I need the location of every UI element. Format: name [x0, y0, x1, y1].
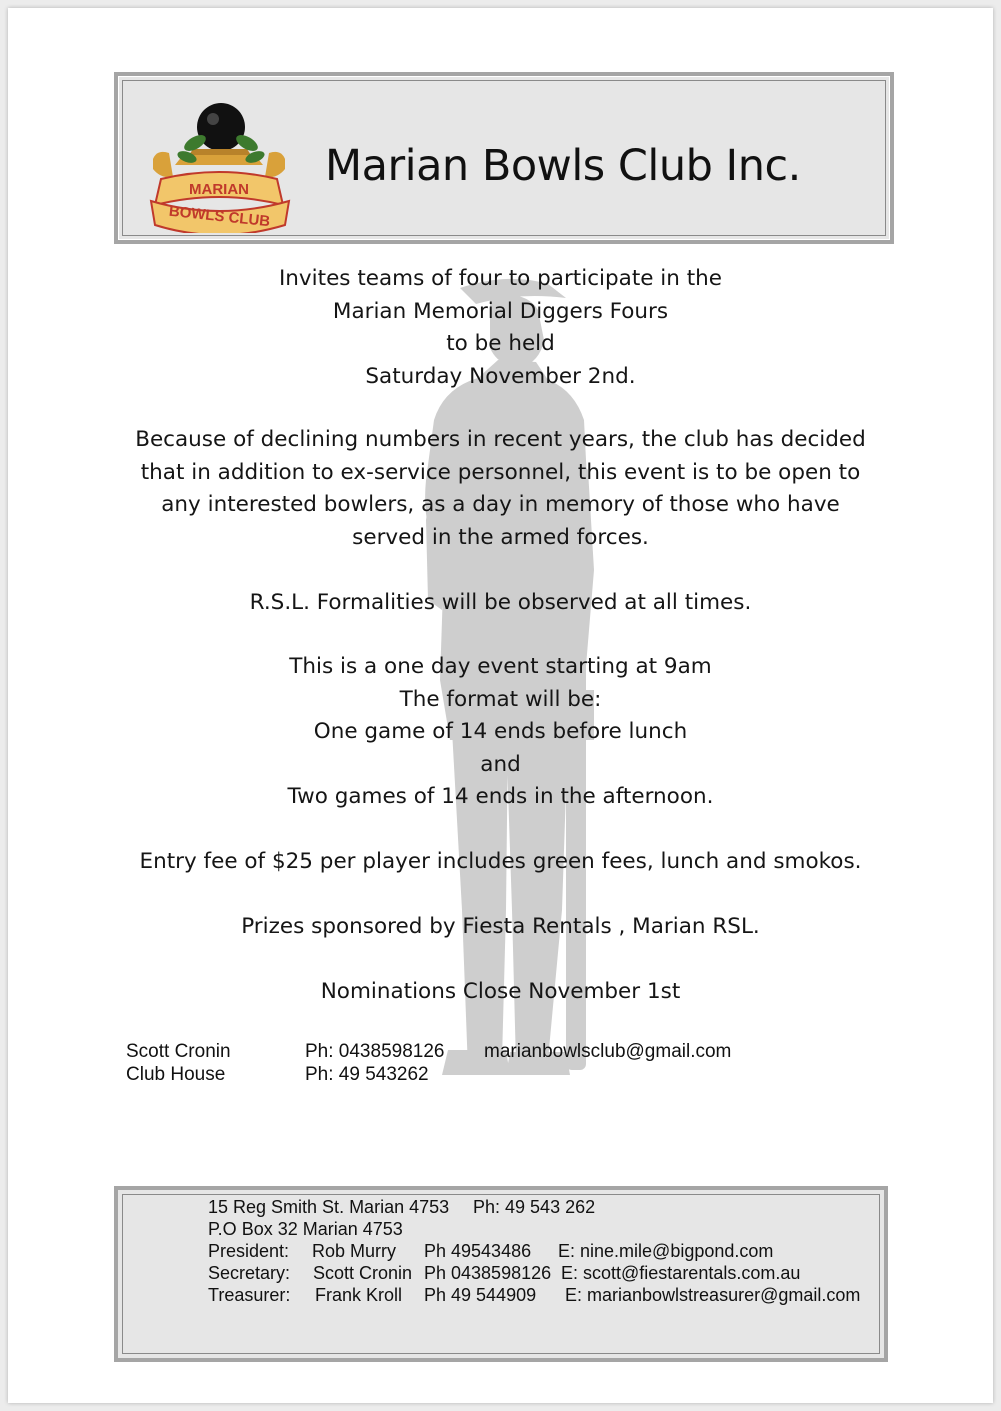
format-line: This is a one day event starting at 9am — [289, 654, 712, 679]
format-block — [8, 651, 993, 814]
invitation-line: Saturday November 2nd. — [365, 363, 636, 389]
officer-phone: Ph 0438598126 — [424, 1263, 552, 1283]
contact-name: Club House — [126, 1064, 226, 1085]
invitation-line: Marian Memorial Diggers Fours — [332, 298, 669, 324]
reason-line: that in addition to ex-service personnel, this event is to be open to — [140, 459, 861, 485]
officer-name: Frank Kroll — [315, 1285, 403, 1305]
footer-address: 15 Reg Smith St. Marian 4753 — [208, 1197, 450, 1217]
reason-line: served in the armed forces. — [352, 524, 649, 550]
entry-fee-block — [8, 846, 993, 879]
invitation-line: Invites teams of four to participate in the — [278, 266, 723, 291]
officer-role: Treasurer: — [208, 1285, 291, 1305]
officer-email[interactable]: E: nine.mile@bigpond.com — [558, 1241, 774, 1261]
prizes-text: Prizes sponsored by Fiesta Rentals , Marian RSL. — [241, 914, 760, 939]
club-logo-image — [143, 97, 295, 233]
flyer-page — [8, 8, 993, 1403]
format-line: The format will be: — [399, 686, 602, 712]
contact-phone: Ph: 0438598126 — [305, 1041, 445, 1062]
prizes-block — [8, 911, 993, 944]
invitation-block — [8, 263, 993, 393]
nominations-text: Nominations Close November 1st — [320, 979, 681, 1004]
officer-role: President: — [208, 1241, 290, 1261]
logo-text-top: MARIAN — [189, 181, 249, 198]
officer-role: Secretary: — [208, 1263, 291, 1283]
header-inner-border — [122, 80, 886, 236]
format-line: Two games of 14 ends in the afternoon. — [287, 784, 714, 809]
reason-line: Because of declining numbers in recent years, the club has decided — [135, 427, 866, 452]
club-title: Marian Bowls Club Inc. — [325, 141, 801, 191]
formalities-text: R.S.L. Formalities will be observed at all times. — [249, 590, 752, 615]
officer-email[interactable]: E: scott@fiestarentals.com.au — [561, 1263, 801, 1283]
invitation-line: to be held — [446, 331, 555, 356]
contact-name: Scott Cronin — [126, 1041, 231, 1062]
format-line: and — [480, 751, 521, 777]
contact-email[interactable]: marianbowlsclub@gmail.com — [484, 1041, 732, 1062]
officer-phone: Ph 49543486 — [424, 1241, 532, 1261]
format-line: One game of 14 ends before lunch — [313, 719, 688, 744]
footer-address-phone: Ph: 49 543 262 — [473, 1197, 596, 1217]
logo-text-bottom: BOWLS CLUB — [168, 202, 271, 231]
footer-po-box: P.O Box 32 Marian 4753 — [208, 1219, 403, 1239]
officer-name: Rob Murry — [312, 1241, 397, 1261]
reason-paragraph — [8, 424, 993, 554]
officer-name: Scott Cronin — [313, 1263, 413, 1283]
officer-email[interactable]: E: marianbowlstreasurer@gmail.com — [565, 1285, 861, 1305]
nominations-block — [8, 976, 993, 1009]
formalities-block — [8, 587, 993, 620]
entry-fee-text: Entry fee of $25 per player includes green fees, lunch and smokos. — [139, 849, 862, 874]
reason-line: any interested bowlers, as a day in memory of those who have — [161, 492, 840, 517]
officer-phone: Ph 49 544909 — [424, 1285, 537, 1305]
contact-phone: Ph: 49 543262 — [305, 1064, 429, 1085]
header-box — [114, 72, 894, 244]
